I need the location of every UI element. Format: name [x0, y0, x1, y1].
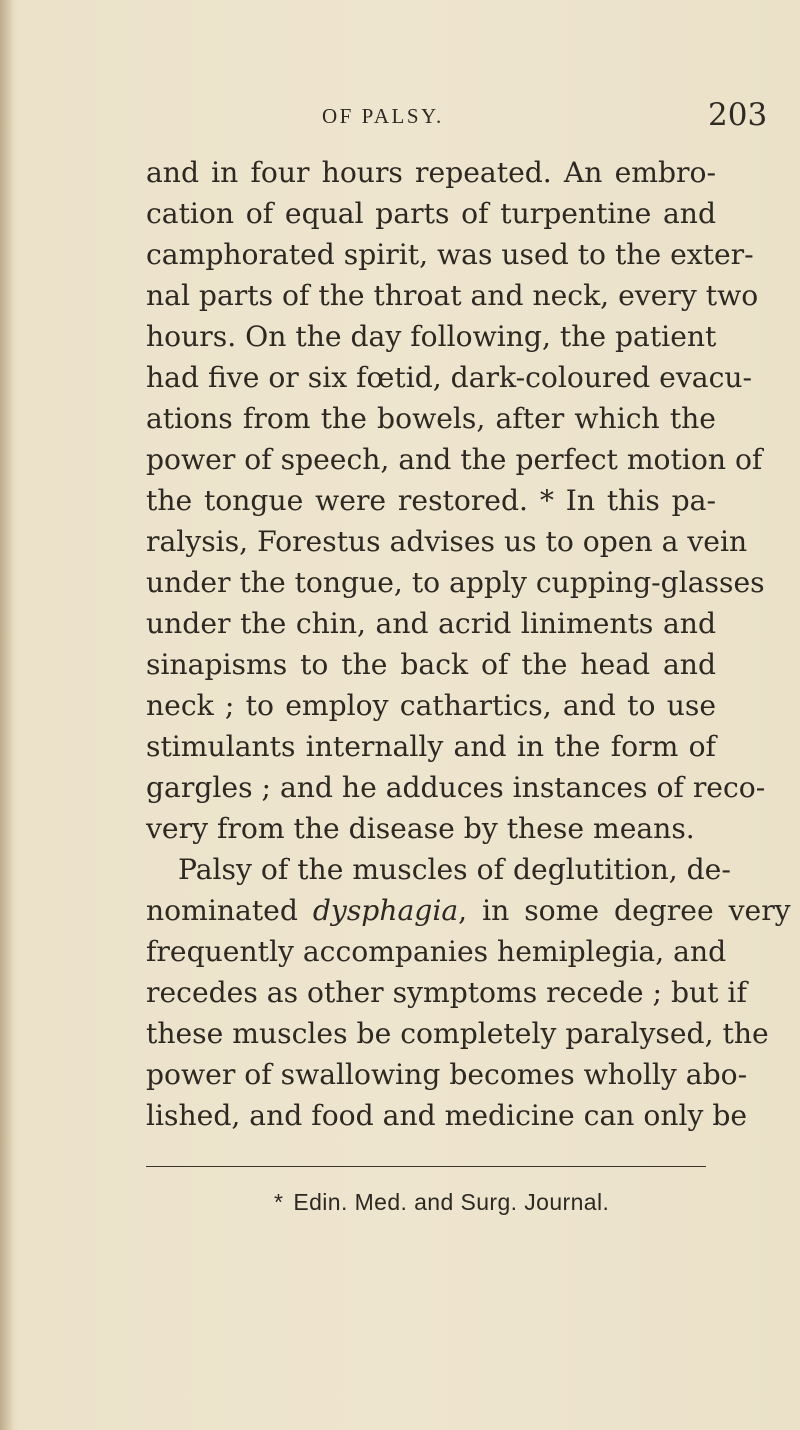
page-edge-shadow [0, 0, 14, 1430]
text-line: power of speech, and the perfect motion of [146, 443, 763, 476]
text-line: the tongue were restored. * In this pa- [146, 484, 716, 517]
body-text [146, 152, 791, 1136]
text-line: recedes as other symptoms recede ; but if [146, 976, 747, 1009]
text-line: camphorated spirit, was used to the exter- [146, 238, 754, 271]
text-line: and in four hours repeated. An embro- [146, 156, 716, 189]
footnote-text: Edin. Med. and Surg. Journal. [293, 1189, 610, 1215]
text-line: ralysis, Forestus advises us to open a vein [146, 525, 748, 558]
page-number: 203 [708, 97, 768, 133]
text-line: lished, and food and medicine can only be [146, 1099, 748, 1132]
text-line: sinapisms to the back of the head and [146, 648, 716, 681]
text-line: very from the disease by these means. [146, 812, 695, 845]
text-line: gargles ; and he adduces instances of reco- [146, 771, 766, 804]
footnote [274, 1189, 609, 1216]
footnote-marker: * [274, 1189, 284, 1215]
text-line: under the tongue, to apply cupping-glasses [146, 566, 765, 599]
page-header [0, 96, 800, 136]
text-line-with-italic [146, 890, 791, 931]
text-line: under the chin, and acrid liniments and [146, 607, 716, 640]
text-segment: nominated [146, 894, 298, 927]
text-line: had five or six fœtid, dark-coloured evacu- [146, 361, 753, 394]
text-line: stimulants internally and in the form of [146, 730, 716, 763]
text-line: Palsy of the muscles of deglutition, de- [178, 853, 731, 886]
running-title: OF PALSY. [322, 104, 444, 128]
text-line: neck ; to employ cathartics, and to use [146, 689, 716, 722]
italic-term: dysphagia [312, 894, 459, 927]
text-line: hours. On the day following, the patient [146, 320, 717, 353]
text-line: frequently accompanies hemiplegia, and [146, 935, 727, 968]
text-segment: , in some degree very [458, 894, 791, 927]
text-line: these muscles be completely paralysed, the [146, 1017, 769, 1050]
text-line: ations from the bowels, after which the [146, 402, 716, 435]
text-line: nal parts of the throat and neck, every two [146, 279, 759, 312]
text-line: power of swallowing becomes wholly abo- [146, 1058, 748, 1091]
footnote-divider [146, 1166, 706, 1167]
text-line: cation of equal parts of turpentine and [146, 197, 716, 230]
